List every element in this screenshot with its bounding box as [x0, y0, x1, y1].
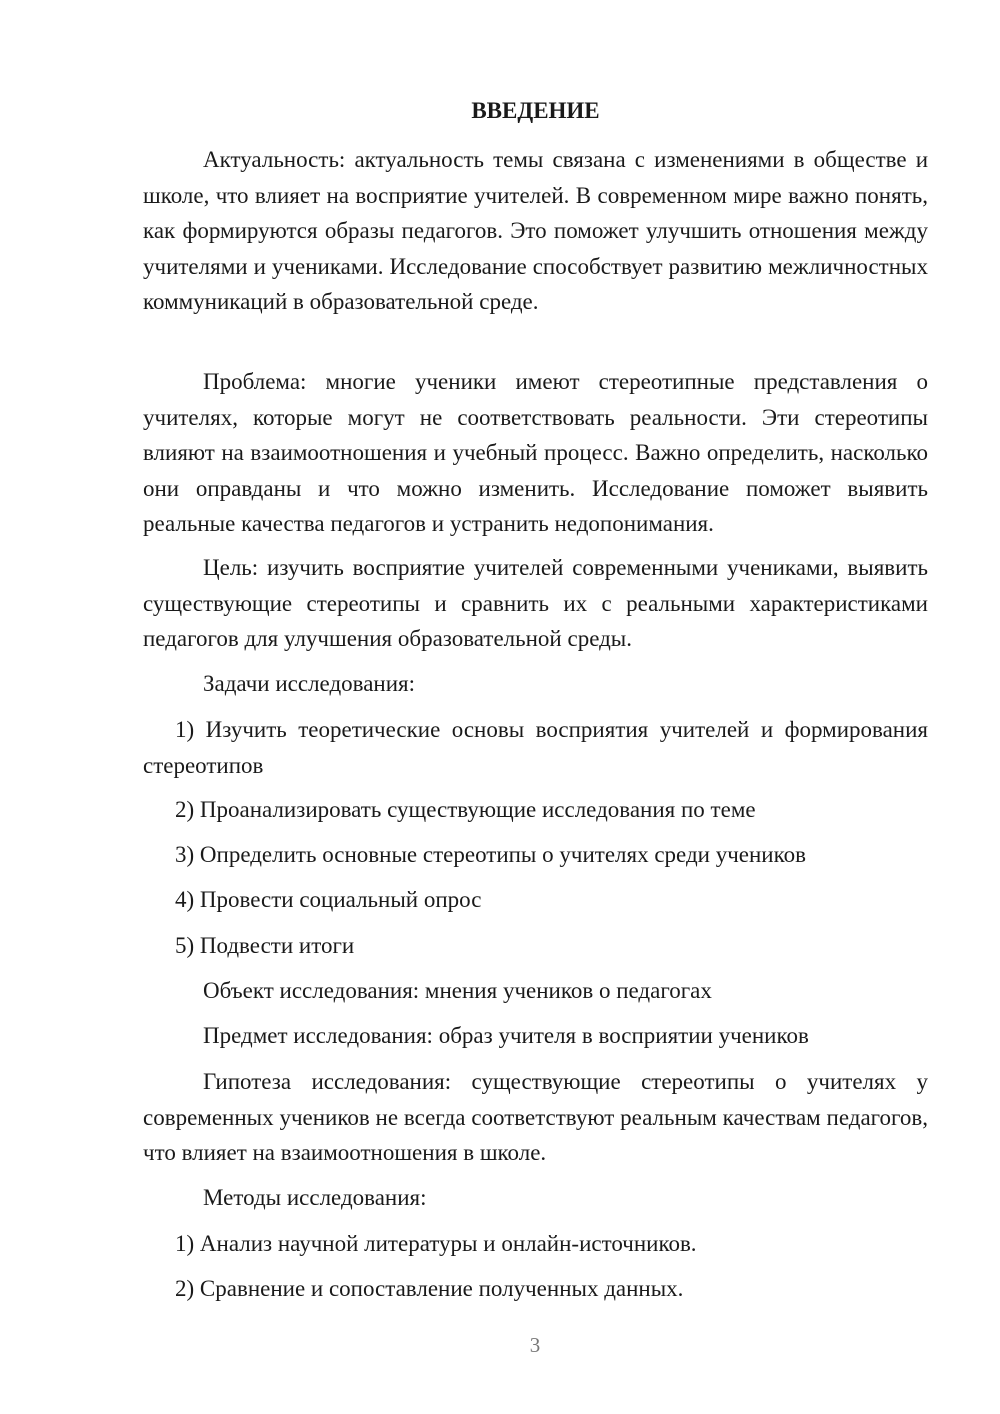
task-item-2: 2) Проанализировать существующие исследования по теме: [175, 797, 756, 822]
goal-paragraph: Цель: изучить восприятие учителей современными учениками, выявить существующие стереотипы и сравнить их с реальными характеристиками педагогов для улучшения образовательной среды.: [143, 555, 928, 651]
page-title: ВВЕДЕНИЕ: [471, 98, 600, 123]
relevance-paragraph: Актуальность: актуальность темы связана с изменениями в обществе и школе, что влияет на восприятие учителей. В современном мире важно понять, как формируются образы педагогов. Это поможет улучшить отношения между учителями и учениками. Исследование способствует развитию межличностных коммуникаций в образовательной среде.: [143, 147, 928, 314]
problem-paragraph: Проблема: многие ученики имеют стереотипные представления о учителях, которые могут не соответствовать реальности. Эти стереотипы влияют на взаимоотношения и учебный процесс. Важно определить, насколько они оправданы и что можно изменить. Исследование поможет выявить реальные качества педагогов и устранить недопонимания.: [143, 369, 928, 536]
method-item-2: 2) Сравнение и сопоставление полученных данных.: [175, 1276, 684, 1301]
tasks-heading: Задачи исследования:: [203, 671, 416, 696]
task-item-1: 1) Изучить теоретические основы восприятия учителей и формирования стереотипов: [143, 717, 928, 778]
page-number: 3: [529, 1333, 541, 1357]
method-item-1: 1) Анализ научной литературы и онлайн-источников.: [175, 1231, 697, 1256]
object-paragraph: Объект исследования: мнения учеников о педагогах: [203, 978, 712, 1003]
methods-heading: Методы исследования:: [203, 1185, 427, 1210]
task-item-5: 5) Подвести итоги: [175, 933, 355, 958]
subject-paragraph: Предмет исследования: образ учителя в восприятии учеников: [203, 1023, 809, 1048]
task-item-3: 3) Определить основные стереотипы о учителях среди учеников: [175, 842, 806, 867]
hypothesis-paragraph: Гипотеза исследования: существующие стереотипы о учителях у современных учеников не всегда соответствуют реальным качествам педагогов, что влияет на взаимоотношения в школе.: [143, 1069, 928, 1165]
task-item-4: 4) Провести социальный опрос: [175, 887, 482, 912]
